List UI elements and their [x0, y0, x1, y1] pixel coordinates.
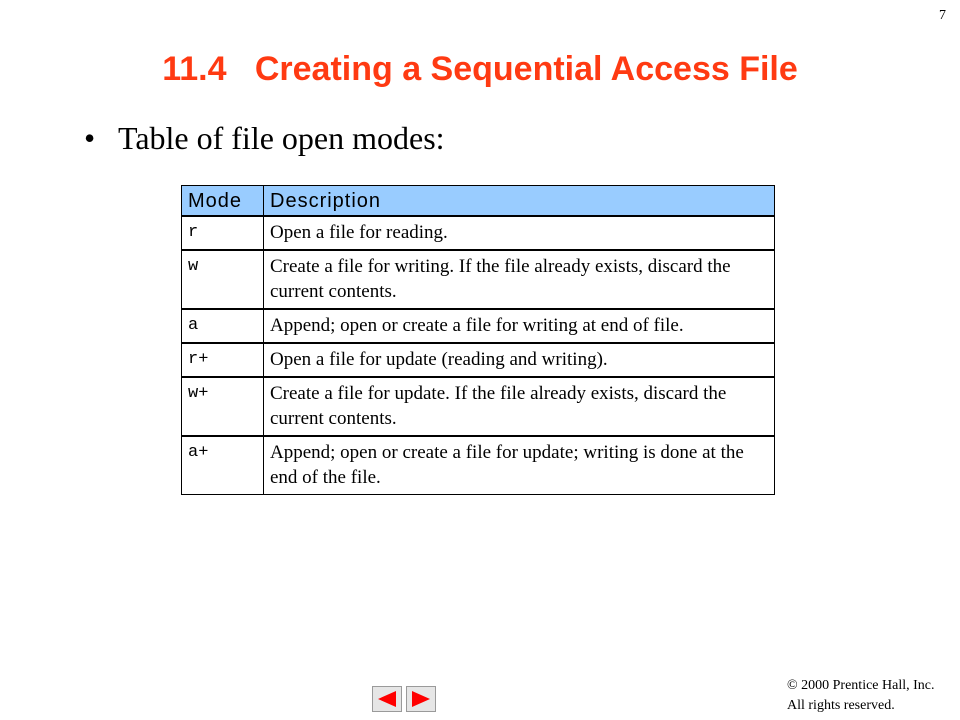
- page-number: 7: [939, 8, 946, 23]
- description-cell: Append; open or create a file for writing at end of file.: [264, 309, 775, 343]
- slide-navigation: [372, 686, 436, 712]
- bullet-text: Table of file open modes:: [118, 120, 445, 156]
- table-row: [182, 309, 775, 343]
- mode-cell: a: [182, 309, 264, 343]
- previous-slide-button[interactable]: [372, 686, 402, 712]
- mode-cell: r+: [182, 343, 264, 377]
- table-row: [182, 436, 775, 495]
- bullet-glyph: •: [84, 120, 96, 156]
- next-slide-button[interactable]: [406, 686, 436, 712]
- description-cell: Append; open or create a file for update; writing is done at the end of the file.: [264, 436, 775, 495]
- table-row: [182, 377, 775, 436]
- copyright-notice: [787, 676, 935, 716]
- bullet-item: [84, 120, 445, 157]
- header-mode: Mode: [182, 186, 264, 217]
- slide-title: 11.4 Creating a Sequential Access File: [162, 50, 798, 88]
- next-arrow-icon: [410, 690, 432, 708]
- mode-cell: w: [182, 250, 264, 309]
- previous-arrow-icon: [376, 690, 398, 708]
- table-row: [182, 343, 775, 377]
- copyright-line-2: All rights reserved.: [787, 698, 895, 713]
- table-row: [182, 250, 775, 309]
- mode-cell: w+: [182, 377, 264, 436]
- header-description: Description: [264, 186, 775, 217]
- description-cell: Open a file for reading.: [264, 216, 775, 250]
- description-cell: Open a file for update (reading and writing).: [264, 343, 775, 377]
- description-cell: Create a file for writing. If the file already exists, discard the current contents.: [264, 250, 775, 309]
- mode-cell: r: [182, 216, 264, 250]
- description-cell: Create a file for update. If the file already exists, discard the current contents.: [264, 377, 775, 436]
- copyright-line-1: © 2000 Prentice Hall, Inc.: [787, 678, 935, 693]
- table-header-row: [182, 186, 775, 217]
- file-modes-table: [181, 185, 775, 495]
- mode-cell: a+: [182, 436, 264, 495]
- table-row: [182, 216, 775, 250]
